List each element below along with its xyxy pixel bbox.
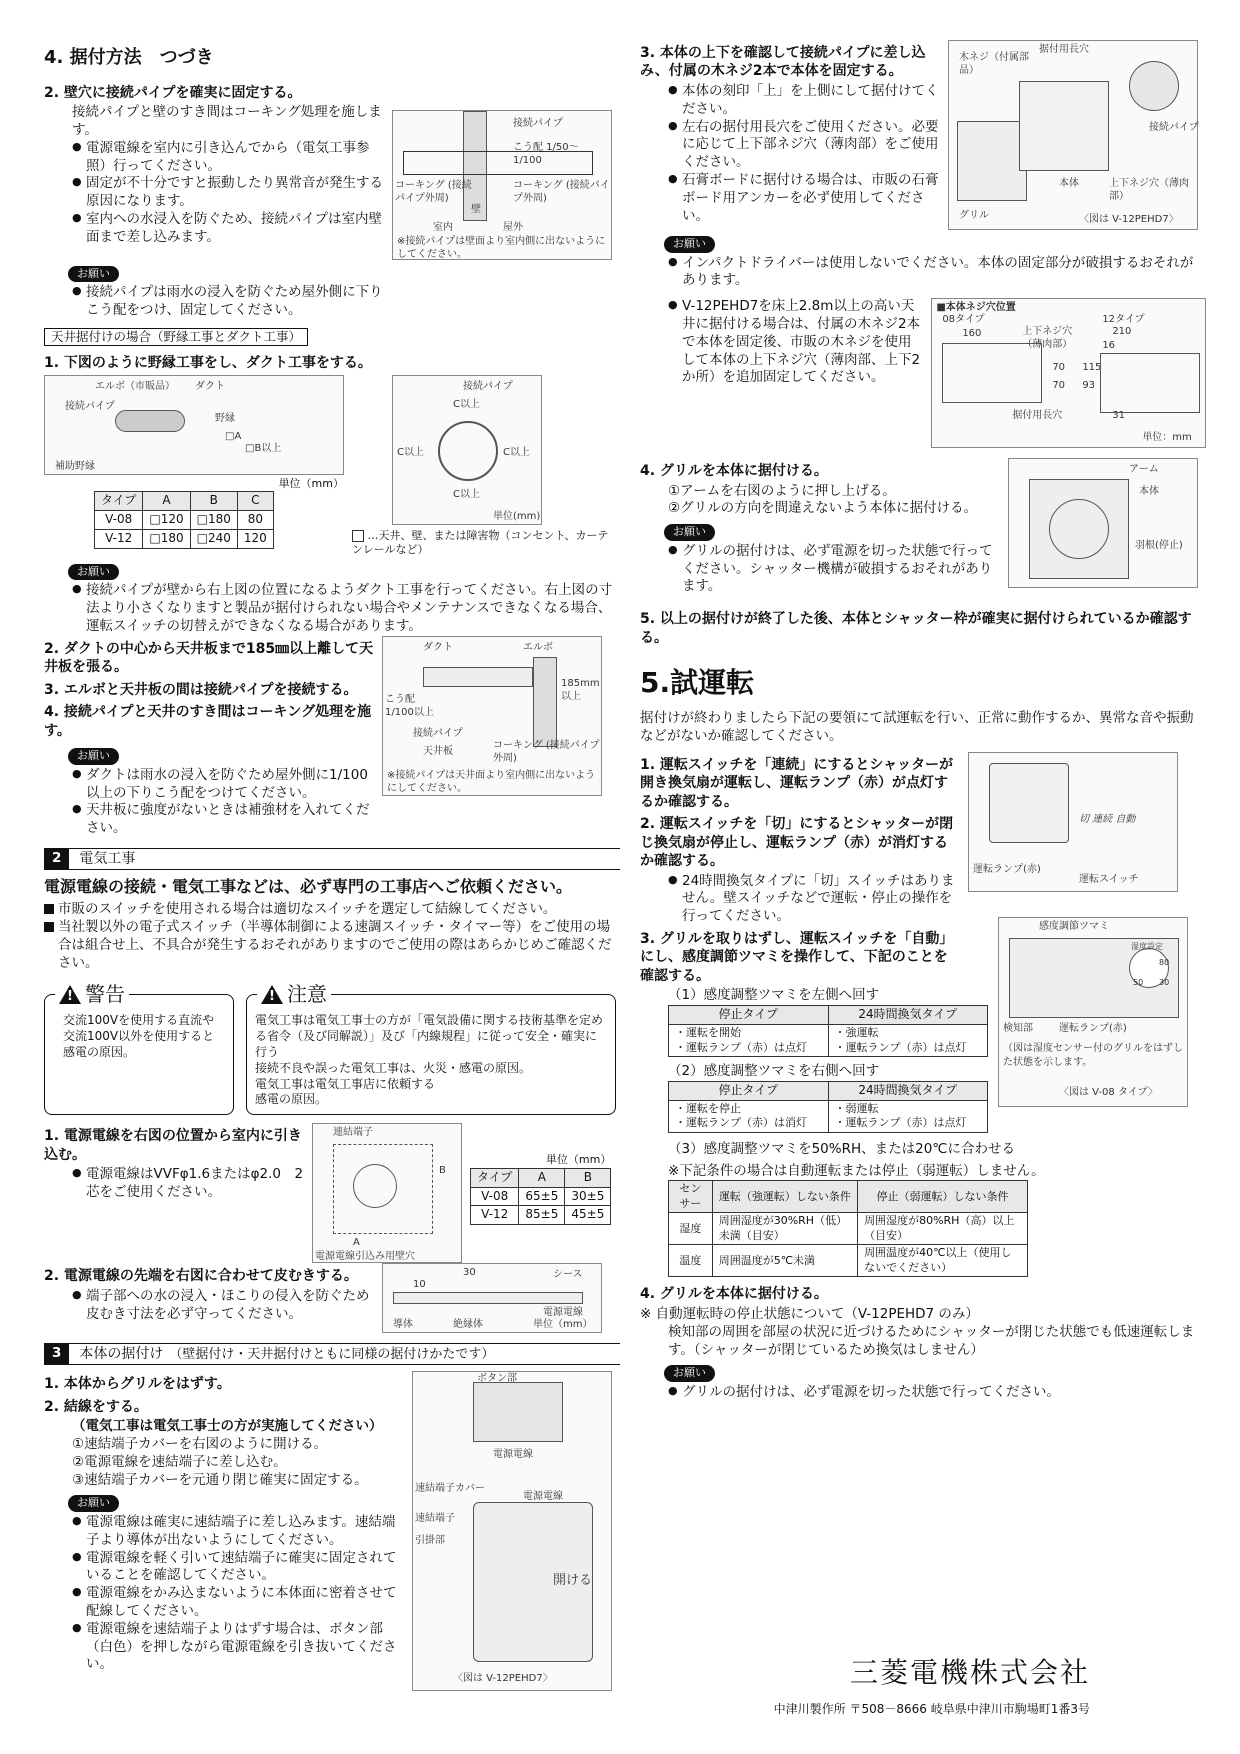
- left-column: [44, 40, 620, 1691]
- sensor-condition-table: センサー 運転（強運転）しない条件 停止（弱運転）しない条件 湿度 周囲湿度が30%RH（低）未満（目安） 周囲湿度が80%RH（高）以上（目安） 温度 周囲温度が5℃未満 周囲温度が40℃以上（使用しないでください）: [668, 1180, 1028, 1277]
- body-mount-figure: 木ネジ（付属部品） 据付用長穴 接続パイプ 本体 上下ネジ穴（薄肉部） グリル 〈図は V-12PEHD7〉: [948, 40, 1198, 230]
- auto-note-body: 検知部の周囲を部屋の状況に近づけるためにシャッターが閉じた状態でも低速運転します。（シャッターが閉じているため換気はしません）: [668, 1323, 1195, 1358]
- caution-box: ! 注意 電気工事は電気工事士の方が「電気設備に関する技術基準を定める省令（及び同解説）」及び「内線規程」に従って安全・確実に行う 接続不良や誤った電気工事は、火災・感電の原因。 電気工事は電気工事店に依頼する 感電の原因。: [246, 994, 616, 1115]
- grille-arm-figure: アーム 本体 羽根(停止): [1008, 458, 1198, 588]
- wire-strip-figure: 30 10 シース 電源電線 導体 絶縁体 単位（mm）: [382, 1263, 602, 1333]
- section5-lead: 据付けが終わりましたら下記の要領にて試運転を行い、正常に動作するか、異常な音や振動などがないか確認してください。: [640, 710, 1194, 744]
- test-step1-title: 1. 運転スイッチを「連続」にするとシャッターが開き換気扇が運転し、運転ランプ（赤）が点灯するか確認する。: [640, 756, 954, 810]
- mount-step2-caution-3: ● 電源電線をかみ込まないように本体面に密着させて配線してください。: [72, 1585, 404, 1621]
- step2-title: 2. 壁穴に接続パイプを確実に固定する。: [44, 84, 302, 101]
- section2-lead: 電源電線の接続・電気工事などは、必ず専門の工事店へご依頼ください。: [44, 876, 573, 896]
- pipe-clearance-figure: 接続パイプ C以上 C以上 C以上 C以上 単位(mm): [392, 375, 542, 525]
- step2-bullet-2: ● 固定が不十分ですと振動したり異常音が発生する原因になります。: [72, 175, 384, 211]
- test-step3-sub-2: （2）感度調整ツマミを右側へ回す: [668, 1063, 880, 1080]
- onegai-badge: お願い: [68, 1495, 119, 1512]
- caution-icon: [261, 985, 283, 1004]
- mount-step4-sub-1: ①アームを右図のように押し上げる。: [668, 482, 896, 499]
- onegai-badge: お願い: [664, 524, 715, 541]
- table-row: V-12 85±5 45±5: [471, 1206, 611, 1225]
- section2-bullet-1: 市販のスイッチを使用される場合は適切なスイッチを選定して結線してください。: [44, 901, 620, 919]
- terminal-position-figure: 連結端子 B A 電源電線引込み用壁穴: [312, 1123, 462, 1263]
- type-dimension-table: タイプ A B C V-08 □120 □180 80 V-12 □180 □240 120: [94, 491, 274, 548]
- table-row: V-12 □180 □240 120: [95, 530, 274, 549]
- switch-figure: 切 連続 自動 運転ランプ(赤) 運転スイッチ: [968, 752, 1178, 892]
- sensor-dial-figure: 感度調節ツマミ 湿度設定 80 50 30 検知部 運転ランプ(赤) （図は湿度センサー付のグリルをはずした状態を示します。 〈図は V-08 タイプ〉: [998, 917, 1188, 1107]
- mount-step3-bullet-3: ● 石膏ボードに据付ける場合は、市販の石膏ボード用アンカーを必ず使用してください。: [668, 172, 940, 225]
- table-row: ・運転を開始 ・運転ランプ（赤）は点灯 ・強運転 ・運転ランプ（赤）は点灯: [669, 1025, 988, 1057]
- test-step4-caution: ● グリルの据付けは、必ず電源を切った状態で行ってください。: [668, 1384, 1206, 1402]
- step2-bullet-3: ● 室内への水浸入を防ぐため、接続パイプは室内壁面まで差し込みます。: [72, 211, 384, 247]
- ceiling-step4-note-1: ● ダクトは雨水の浸入を防ぐため屋外側に1/100以上の下りこう配をつけてください。: [72, 767, 374, 803]
- test-step3-title: 3. グリルを取りはずし、運転スイッチを「自動」にし、感度調節ツマミを操作して、下記のことを確認する。: [640, 930, 954, 984]
- mount-step2-title: 2. 結線をする。: [44, 1398, 148, 1415]
- section5-title: 5.試運転: [640, 666, 755, 700]
- step2-block: [44, 80, 620, 260]
- company-address: 中津川製作所 〒508－8666 岐阜県中津川市駒場町1番3号: [773, 1702, 1090, 1716]
- mount-step3: [640, 40, 1206, 230]
- mount-step2-sub-1: ①速結端子カバーを右図のように開ける。: [72, 1436, 328, 1453]
- mount-step1-title: 1. 本体からグリルをはずす。: [44, 1376, 231, 1393]
- ceiling-step2-title: 2. ダクトの中心から天井板まで185㎜以上離して天井板を張る。: [44, 640, 374, 676]
- mount-step3-caution-2: ● V-12PEHD7を床上2.8m以上の高い天井に据付ける場合は、付属の木ネジ2本で本体を固定後、市販の木ネジを使用して本体の上下ネジ穴（薄肉部、上下2か所）を追加固定してください。: [668, 298, 923, 448]
- screw-hole-figure: ■本体ネジ穴位置 08タイプ 12タイプ 160 210 上下ネジ穴（薄肉部） 16 70 70 115 93 据付用長穴 31 単位：mm: [931, 298, 1206, 448]
- warning-icon: [59, 985, 81, 1004]
- test-step3-sub-3: （3）感度調整ツマミを50%RH、または20℃に合わせる: [668, 1140, 1015, 1157]
- test-steps-1-2: [640, 752, 1206, 926]
- electric-step1-bullet: ● 電源電線はVVFφ1.6またはφ2.0 2芯をご使用ください。: [72, 1166, 304, 1202]
- section3-bar: 3 本体の据付け （壁据付け・天井据付けともに同様の据付けかたです）: [44, 1343, 620, 1365]
- section2-bar: 2 電気工事: [44, 848, 620, 870]
- section4-title: 4. 据付方法 つづき: [44, 47, 214, 68]
- mount-step2-sub-3: ③速結端子カバーを元通り閉じ確実に固定する。: [72, 1471, 368, 1488]
- mount-step5-title: 5. 以上の据付けが終了した後、本体とシャッター枠が確実に据付けられているか確認する。: [640, 611, 1192, 646]
- ceiling-step4-title: 4. 接続パイプと天井のすき間はコーキング処理を施す。: [44, 704, 372, 739]
- table-row: 湿度 周囲湿度が30%RH（低）未満（目安） 周囲湿度が80%RH（高）以上（目安）: [669, 1213, 1028, 1245]
- terminal-dimension-table: タイプ A B V-08 65±5 30±5 V-12 85±5 45±5: [470, 1168, 611, 1225]
- mount-step3-title: 3. 本体の上下を確認して接続パイプに差し込み、付属の木ネジ2本で本体を固定する。: [640, 45, 926, 80]
- ceiling-figures: [44, 375, 620, 558]
- electric-step1: 1. 電源電線を右図の位置から室内に引き込む。 ● 電源電線はVVFφ1.6またはφ2.0 2芯をご使用ください。 連結端子 B A 電源電線引込み用壁穴 単位（mm） タイプ A B V-08 65±5 30±5 V-12 85±5 45±5: [44, 1123, 620, 1263]
- unit-label: 単位（mm）: [278, 476, 344, 490]
- section2-bullet-2: 当社製以外の電子式スイッチ（半導体制御による速調スイッチ・タイマー等）をご使用の場合は組合せ上、不具合が発生するおそれがありますのでご使用の際はあらかじめご確認ください。: [44, 919, 620, 972]
- electric-step2-bullet: ● 端子部への水の浸入・ほこりの侵入を防ぐため皮むき寸法を必ず守ってください。: [72, 1288, 374, 1324]
- table-row: ・運転を停止 ・運転ランプ（赤）は消灯 ・弱運転 ・運転ランプ（赤）は点灯: [669, 1100, 988, 1132]
- test-step4-title: 4. グリルを本体に据付ける。: [640, 1286, 828, 1303]
- mount-step3-bullet-1: ● 本体の刻印「上」を上側にして据付けてください。: [668, 83, 940, 119]
- ceiling-step3-title: 3. エルボと天井板の間は接続パイプを接続する。: [44, 681, 358, 698]
- high-ceiling-block: [640, 298, 1206, 448]
- onegai-badge: お願い: [68, 564, 119, 581]
- mount-step3-caution-1: ● インパクトドライバーは使用しないでください。本体の固定部分が破損するおそれがあります。: [668, 255, 1206, 291]
- step2-body: 接続パイプと壁のすき間はコーキング処理を施します。: [72, 104, 382, 139]
- ceiling-step1-title: 1. 下図のように野縁工事をし、ダクト工事をする。: [44, 355, 372, 372]
- mount-step2-sub-2: ②電源電線を速結端子に差し込む。: [72, 1453, 287, 1470]
- mount-step2-caution-2: ● 電源電線を軽く引いて速結端子に確実に固定されていることを確認してください。: [72, 1550, 404, 1586]
- elbow-ceiling-figure: ダクト エルボ こう配 1/100以上 185mm以上 接続パイプ 天井板 コーキング (接続パイプ外周) ※接続パイプは天井面より室内側に出ないようにしてください。: [382, 636, 602, 796]
- electric-step1-title: 1. 電源電線を右図の位置から室内に引き込む。: [44, 1128, 302, 1163]
- test-step3-note: ※下記条件の場合は自動運転または停止（弱運転）しません。: [668, 1162, 1045, 1179]
- onegai-badge: お願い: [68, 266, 119, 283]
- mount-step3-bullet-2: ● 左右の据付用長穴をご使用ください。必要に応じて上下部ネジ穴（薄肉部）をご使用ください。: [668, 119, 940, 172]
- mount-step4-title: 4. グリルを本体に据付ける。: [640, 463, 828, 480]
- test-step3-sub-1: （1）感度調整ツマミを左側へ回す: [668, 987, 880, 1004]
- ceiling-steps-2-4: [44, 636, 620, 838]
- test-step2-title: 2. 運転スイッチを「切」にするとシャッターが閉じ換気扇が停止し、運転ランプ（赤）が消灯するか確認する。: [640, 816, 954, 870]
- mount-steps: [44, 1371, 620, 1691]
- warning-row: [44, 980, 620, 1115]
- ceiling-install-title: 天井据付けの場合（野縁工事とダクト工事）: [44, 328, 308, 347]
- mount-step4-caution: ● グリルの据付けは、必ず電源を切った状態で行ってください。シャッター機構が破損するおそれがあります。: [668, 543, 1000, 596]
- mount-step2-caution-4: ● 電源電線を速結端子よりはずす場合は、ボタン部（白色）を押しながら電源電線を引き抜いてください。: [72, 1621, 404, 1674]
- left-turn-table: 停止タイプ 24時間換気タイプ ・運転を開始 ・運転ランプ（赤）は点灯 ・強運転 ・運転ランプ（赤）は点灯: [668, 1005, 988, 1057]
- step2-bullet-1: ● 電源電線を室内に引き込んでから（電気工事参照）行ってください。: [72, 140, 384, 176]
- obstacle-note: …天井、壁、または障害物（コンセント、カーテンレールなど）: [352, 528, 609, 557]
- mount-step2-note: （電気工事は電気工事士の方が実施してください）: [72, 1418, 383, 1435]
- company-name: 三菱電機株式会社: [849, 1656, 1090, 1689]
- table-row: V-08 65±5 30±5: [471, 1187, 611, 1206]
- auto-note-title: ※ 自動運転時の停止状態について（V-12PEHD7 のみ）: [640, 1305, 979, 1322]
- mount-step2-caution-1: ● 電源電線は確実に速結端子に差し込みます。速結端子より導体が出ないようにしてください。: [72, 1514, 404, 1550]
- terminal-cover-figure: ボタン部 電源電線 速結端子カバー 電源電線 速結端子 引掛部 開ける 〈図は V-12PEHD7〉: [412, 1371, 612, 1691]
- electric-step2: [44, 1263, 620, 1333]
- table-row: 温度 周囲温度が5℃未満 周囲温度が40℃以上（使用しないでください）: [669, 1245, 1028, 1277]
- onegai-badge: お願い: [68, 748, 119, 765]
- onegai-badge: お願い: [664, 236, 715, 253]
- table-row: V-08 □120 □180 80: [95, 511, 274, 530]
- warning-box: ! 警告 交流100Vを使用する直流や交流100V以外を使用すると感電の原因。: [44, 994, 234, 1115]
- test-step2-bullet: ● 24時間換気タイプに「切」スイッチはありません。壁スイッチなどで運転・停止の操作を行ってください。: [668, 873, 960, 926]
- right-column: [640, 40, 1206, 1402]
- ceiling-step1-note: ● 接続パイプが壁から右上図の位置になるようダクト工事を行ってください。右上図の寸法より小さくなりますと製品が据付けられない場合やメンテナンスできなくなる場合、運転スイッチの切替えができなくなる場合があります。: [72, 582, 620, 635]
- step2-note: ● 接続パイプは雨水の浸入を防ぐため屋外側に下りこう配をつけ、固定してください。: [72, 284, 392, 320]
- duct-work-figure: エルボ（市販品） ダクト 接続パイプ 野縁 □A □B以上 補助野縁: [44, 375, 344, 475]
- ceiling-step4-note-2: ● 天井板に強度がないときは補強材を入れてください。: [72, 802, 374, 838]
- right-turn-table: 停止タイプ 24時間換気タイプ ・運転を停止 ・運転ランプ（赤）は消灯 ・弱運転 ・運転ランプ（赤）は点灯: [668, 1081, 988, 1133]
- wall-pipe-figure: 接続パイプ こう配 1/50～1/100 コーキング (接続パイプ外周) コーキング (接続パイプ外周) 壁 室内 屋外 ※接続パイプは壁面より室内側に出ないようにしてください。: [392, 110, 612, 260]
- electric-step2-title: 2. 電源電線の先端を右図に合わせて皮むきする。: [44, 1268, 358, 1285]
- onegai-badge: お願い: [664, 1365, 715, 1382]
- mount-step4: [640, 458, 1206, 596]
- mount-step4-sub-2: ②グリルの方向を間違えないよう本体に据付ける。: [668, 500, 978, 517]
